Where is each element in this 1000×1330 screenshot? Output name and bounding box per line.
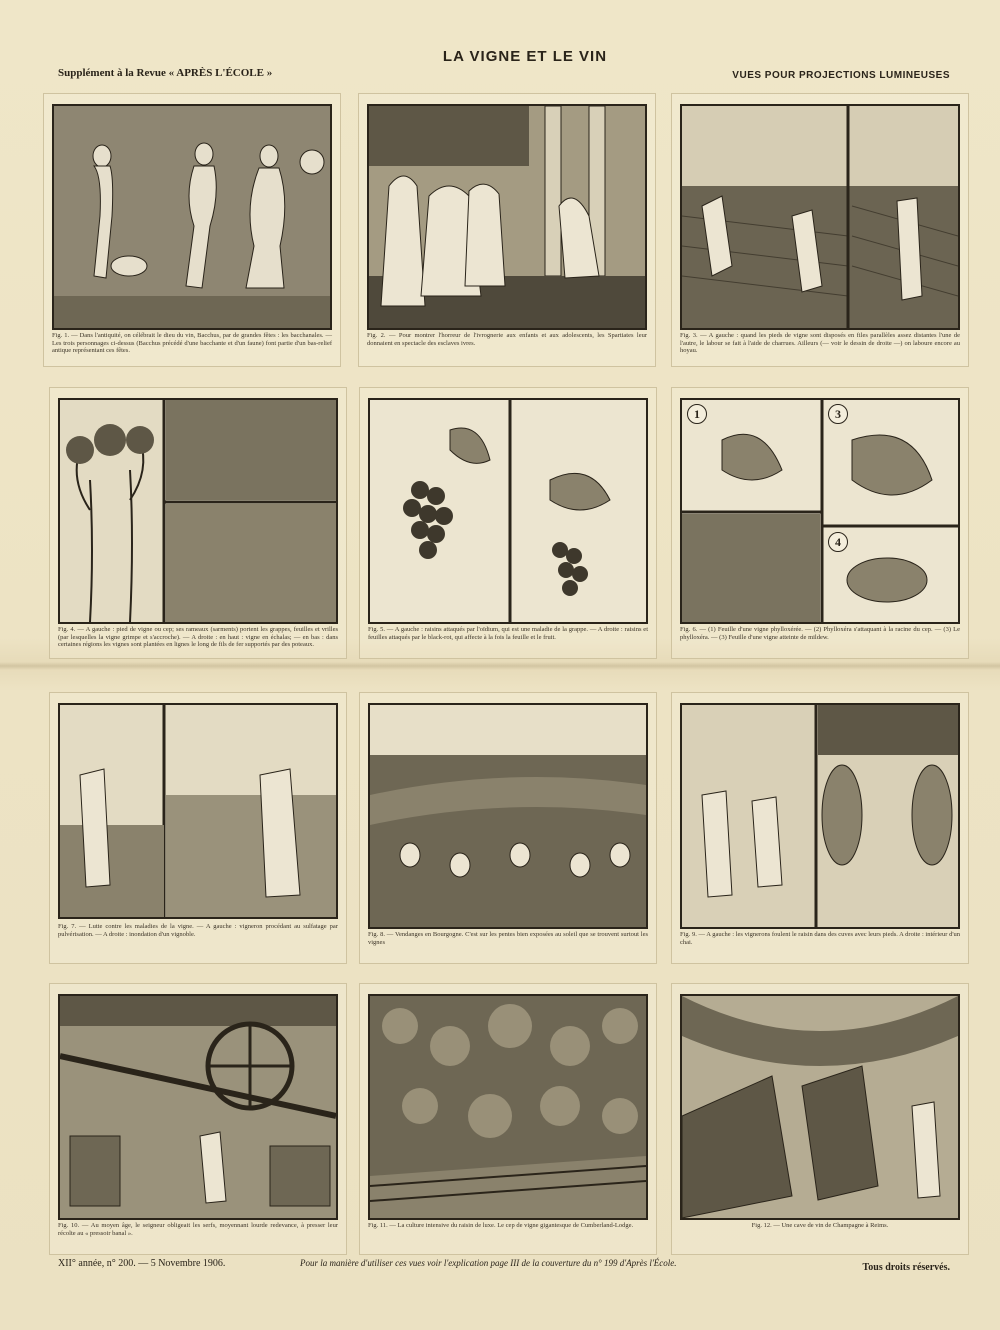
- figure-11-cumberland-vine-engraving: [368, 994, 648, 1220]
- figure-6-panel: [671, 387, 969, 659]
- figure-12-panel: [671, 983, 969, 1255]
- figure-10-panel: [49, 983, 347, 1255]
- figure-2-spartans-engraving: [367, 104, 647, 330]
- figure-1-panel: [43, 93, 341, 367]
- figure-12-caption: Fig. 12. — Une cave de vin de Champagne à Reims.: [751, 1222, 889, 1229]
- figure-6-caption: Fig. 6. — (1) Feuille d'une vigne phylloxérée. — (2) Phylloxéra s'attaquant à la racine du cep. — (3) Le phylloxéra. — (3) Feuille d'une vigne atteinte de mildew.: [680, 626, 960, 641]
- figure-2-caption: Fig. 2. — Pour montrer l'horreur de l'ivrognerie aux enfants et aux adolescents, les Spartiates leur donnaient en spectacle des esclaves ivres.: [367, 332, 647, 347]
- figure-8-panel: [359, 692, 657, 964]
- figure-12-champagne-cellar-engraving: [680, 994, 960, 1220]
- copyright: Tous droits réservés.: [862, 1262, 950, 1273]
- figure-7-panel: [49, 692, 347, 964]
- figure-7-vine-treatment-engraving: [58, 703, 338, 919]
- figure-6-number-4: 4: [828, 532, 848, 552]
- figure-6-number-3: 3: [828, 404, 848, 424]
- figure-8-harvest-engraving: [368, 703, 648, 929]
- figure-11-panel: [359, 983, 657, 1255]
- figure-8-caption: Fig. 8. — Vendanges en Bourgogne. C'est sur les pentes bien exposées au soleil que se trouvent surtout les vignes: [368, 931, 648, 946]
- figure-3-ploughing-engraving: [680, 104, 960, 330]
- figure-6-phylloxera-engraving: [680, 398, 960, 624]
- figure-4-vines-engraving: [58, 398, 338, 624]
- figure-10-press-engraving: [58, 994, 338, 1220]
- figure-3-panel: [671, 93, 969, 367]
- figure-11-caption: Fig. 11. — La culture intensive du raisin de luxe. Le cep de vigne gigantesque de Cumberland-Lodge.: [368, 1222, 634, 1229]
- projection-label: VUES POUR PROJECTIONS LUMINEUSES: [732, 70, 950, 81]
- figure-5-caption: Fig. 5. — A gauche : raisins attaqués par l'oïdium, qui est une maladie de la grappe. — A droite : raisins et feuilles attaqués par le black-rot, qui affecte à la fois la feuille et le fruit.: [368, 626, 648, 641]
- figure-9-chai-engraving: [680, 703, 960, 929]
- page-fold: [0, 662, 1000, 670]
- issue-info: XII° année, n° 200. — 5 Novembre 1906.: [58, 1258, 226, 1269]
- figure-10-caption: Fig. 10. — Au moyen âge, le seigneur obligeait les serfs, moyennant lourde redevance, à presser leur récolte au « pressoir banal ».: [58, 1222, 338, 1237]
- figure-9-caption: Fig. 9. — A gauche : les vignerons foulent le raisin dans des cuves avec leurs pieds. A droite : intérieur d'un chai.: [680, 931, 960, 946]
- figure-4-panel: [49, 387, 347, 659]
- figure-7-caption: Fig. 7. — Lutte contre les maladies de la vigne. — A gauche : vigneron procédant au sulfatage par pulvérisation. — A droite : inondation d'un vignoble.: [58, 923, 338, 938]
- figure-6-number-1: 1: [687, 404, 707, 424]
- figure-2-panel: [358, 93, 656, 367]
- figure-4-caption: Fig. 4. — A gauche : pied de vigne ou cep; ses rameaux (sarments) portent les grappes, feuilles et vrilles (par lesquelles la vigne grimpe et s'accroche). — A droite : en haut : vigne en échalas; — en bas : dans certaines régions les vignes sont plantées en lignes le long de fils de fer supportés par des poteaux.: [58, 626, 338, 648]
- figure-9-panel: [671, 692, 969, 964]
- figure-5-diseased-grapes-engraving: [368, 398, 648, 624]
- figure-1-caption: Fig. 1. — Dans l'antiquité, on célébrait le dieu du vin, Bacchus, par de grandes fêtes : les bacchanales. — Les trois personnages ci-dessus (Bacchus précédé d'une bacchante et d'un faune) font partie d'un bas-relief antique représentant ces fêtes.: [52, 332, 332, 354]
- figure-3-caption: Fig. 3. — A gauche : quand les pieds de vigne sont disposés en files parallèles assez distantes l'une de l'autre, le labour se fait à l'aide de charrues. Ailleurs (— voir le dessin de droite —) on laboure encore au hoyau.: [680, 332, 960, 354]
- figure-5-panel: [359, 387, 657, 659]
- page-title: LA VIGNE ET LE VIN: [442, 48, 608, 65]
- figure-1-bacchanal-engraving: [52, 104, 332, 330]
- usage-note: Pour la manière d'utiliser ces vues voir l'explication page III de la couverture du n° 199 d'Après l'École.: [300, 1258, 677, 1268]
- supplement-label: Supplément à la Revue « APRÈS L'ÉCOLE »: [58, 67, 273, 79]
